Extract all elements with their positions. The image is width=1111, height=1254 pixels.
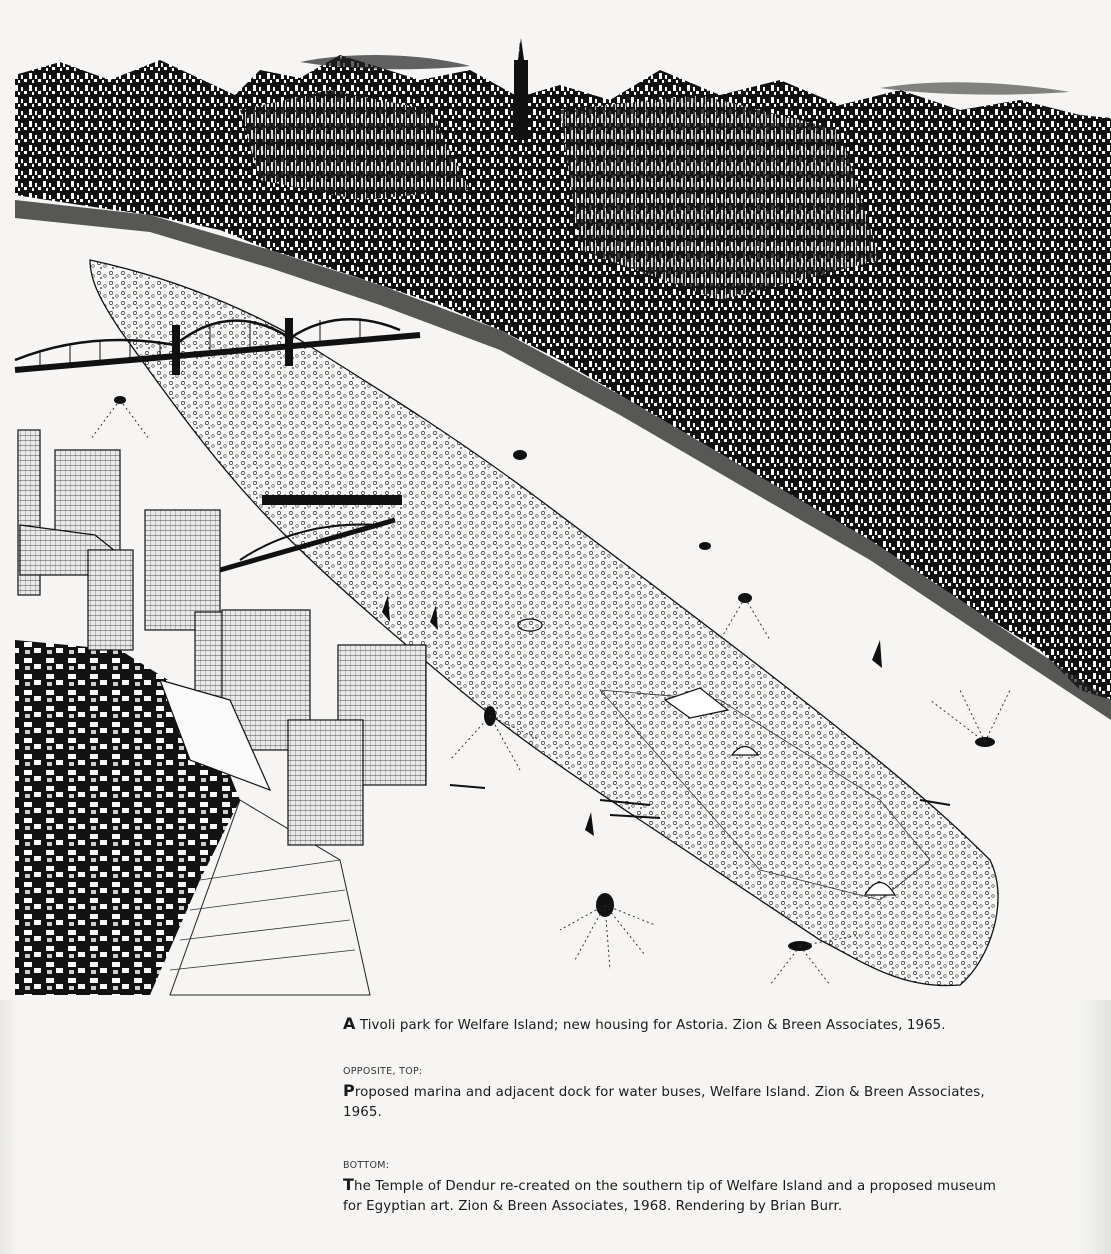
caption-opposite-top-line1: roposed marina and adjacent dock for water buses, Welfare Island. Zion & Breen Associates, (354, 1085, 985, 1100)
caption-bottom-line2: for Egyptian art. Zion & Breen Associates, 1968. Rendering by Brian Burr. (343, 1199, 843, 1214)
caption-main (343, 1014, 1093, 1036)
caption-bottom-initial: T (343, 1175, 355, 1194)
caption-bottom-line1: he Temple of Dendur re-created on the southern tip of Welfare Island and a proposed museum (354, 1179, 996, 1194)
caption-opposite-top-heading: OPPOSITE, TOP: (343, 1066, 423, 1077)
caption-opposite-top-line2: 1965. (343, 1105, 382, 1120)
caption-bottom-heading: BOTTOM: (343, 1160, 390, 1171)
caption-bottom (343, 1160, 1093, 1217)
caption-main-text: Tivoli park for Welfare Island; new housing for Astoria. Zion & Breen Associates, 1965. (355, 1018, 946, 1033)
caption-main-initial: A (343, 1014, 356, 1033)
caption-opposite-top-initial: P (343, 1081, 355, 1100)
caption-opposite-top (343, 1066, 1093, 1123)
